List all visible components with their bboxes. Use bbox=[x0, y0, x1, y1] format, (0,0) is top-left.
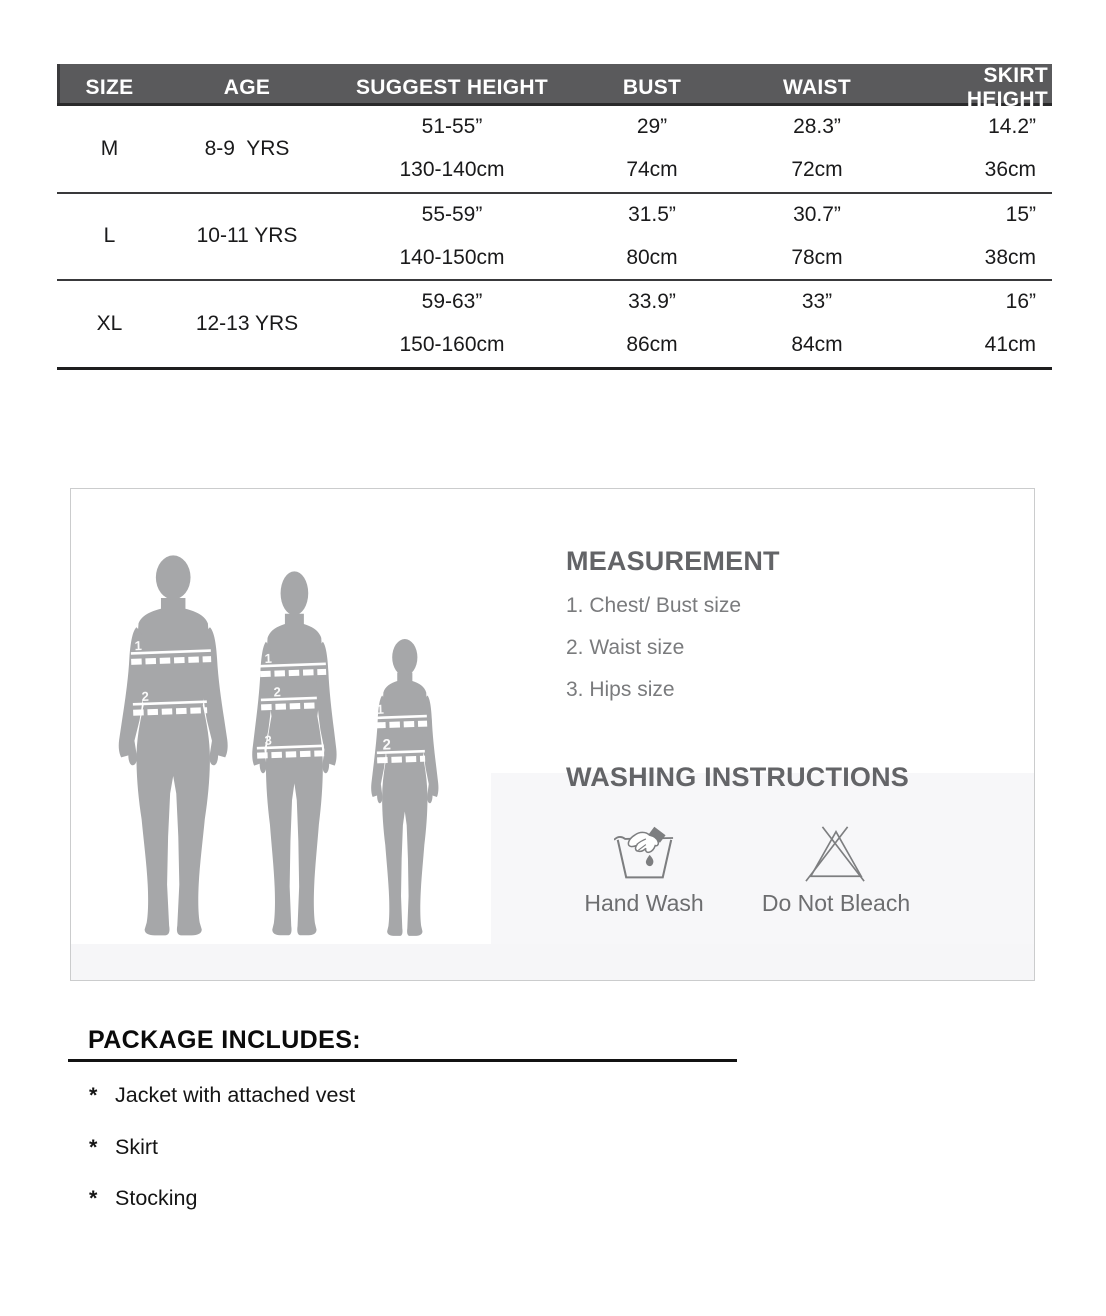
hand-wash-care-item bbox=[559, 822, 729, 917]
size-value: XL bbox=[96, 311, 123, 335]
height-inches: 59-63” bbox=[421, 290, 483, 314]
bullet-asterisk: * bbox=[89, 1135, 98, 1159]
skirt-inches: 16” bbox=[1005, 290, 1036, 314]
waist-cm: 72cm bbox=[791, 158, 843, 182]
skirt-cm: 41cm bbox=[984, 333, 1036, 357]
bust-inches: 29” bbox=[636, 115, 668, 139]
washing-instructions-title: WASHING INSTRUCTIONS bbox=[566, 762, 910, 792]
height-cm: 130-140cm bbox=[399, 158, 505, 182]
age-value: 10-11 YRS bbox=[196, 224, 298, 248]
package-item-text: Jacket with attached vest bbox=[115, 1083, 356, 1107]
bust-inches: 33.9” bbox=[628, 290, 676, 314]
svg-text:1: 1 bbox=[264, 650, 273, 666]
height-inches: 51-55” bbox=[421, 115, 483, 139]
header-waist: WAIST bbox=[783, 76, 851, 99]
waist-cell bbox=[732, 281, 902, 367]
title-underline bbox=[68, 1059, 737, 1062]
skirt-cm: 36cm bbox=[984, 158, 1036, 182]
waist-cm: 84cm bbox=[791, 333, 843, 357]
waist-cell bbox=[732, 194, 902, 280]
package-item-text: Stocking bbox=[115, 1186, 198, 1210]
suggest-height-cell bbox=[332, 281, 572, 367]
child-silhouette bbox=[371, 639, 438, 936]
waist-cell bbox=[732, 106, 902, 192]
height-cm: 150-160cm bbox=[399, 333, 505, 357]
waist-inches: 30.7” bbox=[793, 202, 841, 226]
bust-cell bbox=[572, 281, 732, 367]
bust-cm: 86cm bbox=[626, 333, 678, 357]
header-height: SUGGEST HEIGHT bbox=[355, 76, 549, 99]
bust-cell bbox=[572, 106, 732, 192]
measurement-item: 1. Chest/ Bust size bbox=[566, 594, 742, 617]
man-silhouette bbox=[119, 555, 228, 935]
do-not-bleach-icon bbox=[805, 822, 867, 884]
bust-cm: 74cm bbox=[626, 158, 678, 182]
table-row bbox=[57, 281, 1052, 370]
size-table-header bbox=[57, 64, 1052, 111]
bullet-asterisk: * bbox=[89, 1083, 98, 1107]
measurement-title: MEASUREMENT bbox=[566, 546, 780, 576]
header-size: SIZE bbox=[85, 76, 134, 99]
svg-text:1: 1 bbox=[376, 701, 385, 717]
svg-text:1: 1 bbox=[134, 638, 143, 654]
bust-cell bbox=[572, 194, 732, 280]
size-table bbox=[57, 64, 1052, 370]
height-cm: 140-150cm bbox=[399, 245, 505, 269]
suggest-height-cell bbox=[332, 106, 572, 192]
header-bust: BUST bbox=[622, 76, 682, 99]
skirt-height-cell bbox=[902, 281, 1052, 367]
do-not-bleach-care-item bbox=[751, 822, 921, 917]
body-silhouettes-figure bbox=[71, 489, 541, 978]
package-item bbox=[89, 1186, 197, 1211]
waist-inches: 28.3” bbox=[793, 115, 841, 139]
size-value: M bbox=[100, 136, 119, 160]
svg-text:2: 2 bbox=[141, 688, 150, 704]
waist-cm: 78cm bbox=[791, 245, 843, 269]
do-not-bleach-label: Do Not Bleach bbox=[761, 890, 911, 916]
measurement-item: 3. Hips size bbox=[566, 678, 675, 701]
skirt-height-cell bbox=[902, 194, 1052, 280]
svg-text:2: 2 bbox=[382, 736, 392, 754]
hand-wash-label: Hand Wash bbox=[584, 890, 704, 916]
package-item-text: Skirt bbox=[115, 1135, 158, 1159]
age-value: 8-9 YRS bbox=[204, 136, 290, 160]
height-inches: 55-59” bbox=[421, 202, 483, 226]
bullet-asterisk: * bbox=[89, 1186, 98, 1210]
package-item bbox=[89, 1083, 355, 1108]
suggest-height-cell bbox=[332, 194, 572, 280]
bust-inches: 31.5” bbox=[628, 202, 676, 226]
table-row bbox=[57, 106, 1052, 194]
package-includes-title: PACKAGE INCLUDES: bbox=[88, 1026, 362, 1054]
hand-wash-icon bbox=[614, 822, 674, 884]
bust-cm: 80cm bbox=[626, 245, 678, 269]
table-row bbox=[57, 194, 1052, 282]
skirt-height-cell bbox=[902, 106, 1052, 192]
package-item bbox=[89, 1135, 158, 1160]
skirt-inches: 14.2” bbox=[988, 115, 1036, 139]
header-age: AGE bbox=[223, 76, 271, 99]
measurement-box bbox=[70, 488, 1035, 981]
age-value: 12-13 YRS bbox=[195, 311, 299, 335]
waist-inches: 33” bbox=[801, 290, 833, 314]
size-value: L bbox=[103, 224, 116, 248]
skirt-inches: 15” bbox=[1005, 202, 1036, 226]
header-skirt-height: SKIRT HEIGHT bbox=[966, 64, 1048, 111]
skirt-cm: 38cm bbox=[984, 245, 1036, 269]
svg-text:3: 3 bbox=[264, 732, 273, 748]
measurement-item: 2. Waist size bbox=[566, 636, 685, 659]
svg-text:2: 2 bbox=[273, 684, 282, 700]
